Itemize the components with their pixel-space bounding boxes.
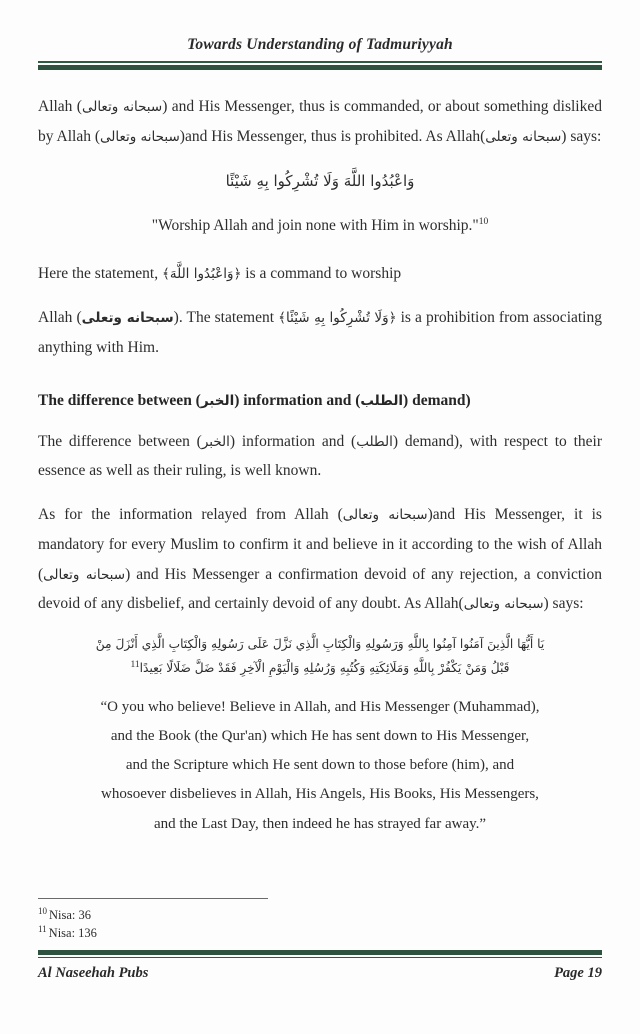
quran-verse-2-line-2-text: قَبْلُ وَمَنْ يَكْفُرْ بِاللَّهِ وَمَلَائِكَتِهِ وَكُتُبِهِ وَرُسُلِهِ وَالْيَوْمِ الْآخِرِ فَقَدْ ضَلَّ ضَلَالًا بَعِيدًا [139, 660, 510, 675]
running-head: Towards Understanding of Tadmuriyyah [187, 36, 453, 53]
paragraph-5-arabic-1: سبحانه وتعالى [342, 507, 428, 524]
paragraph-2 [38, 259, 602, 289]
section-heading [38, 387, 602, 415]
header-divider-thick-line [38, 65, 602, 70]
paragraph-4-text-2: ) information and ( [229, 432, 357, 450]
verse-translation-1 [60, 211, 580, 241]
paragraph-1 [38, 92, 602, 152]
verse-translation-2 [46, 693, 594, 839]
footnote-marker-10: 10 [478, 217, 489, 228]
section-heading-text-2: ) information and ( [234, 391, 361, 409]
paragraph-1-arabic-3: سبحانه وتعلى [485, 128, 562, 145]
quran-verse-2 [38, 633, 602, 681]
paragraph-1-arabic-1: سبحانه وتعالى [81, 99, 163, 115]
paragraph-5 [38, 500, 602, 619]
paragraph-4-arabic-2: الطلب [356, 433, 393, 450]
footnote-separator-rule [38, 898, 268, 899]
paragraph-4-arabic-1: الخبر [201, 433, 230, 450]
section-heading-text-1: The difference between ( [38, 391, 201, 409]
footnotes-section [38, 898, 602, 942]
paragraph-2-arabic-1: ﴿وَاعْبُدُوا اللَّهَ﴾ [161, 266, 242, 283]
page-number: Page 19 [554, 965, 602, 981]
paragraph-1-text-2: ) and His Messenger, thus is commanded, or about something disliked by Allah ( [38, 98, 602, 145]
footnote-item [38, 906, 602, 924]
paragraph-4 [38, 427, 602, 487]
section-heading-arabic-2: الطلب [360, 392, 404, 409]
header-divider [38, 61, 602, 70]
paragraph-3 [38, 303, 602, 363]
verse-translation-2-line-5: and the Last Day, then indeed he has strayed far away.” [153, 815, 487, 832]
paragraph-1-arabic-2: سبحانه وتعالى [100, 128, 180, 145]
paragraph-2-text-1: Here the statement, [38, 265, 162, 283]
footnote-number: 10 [38, 905, 47, 916]
verse-translation-2-line-1: “O you who believe! Believe in Allah, and His Messenger (Muhammad), [100, 698, 540, 715]
paragraph-3-text-2: ). The statement [173, 309, 279, 327]
publisher-name: Al Naseehah Pubs [38, 965, 149, 981]
footer-divider-thin-line [38, 957, 602, 959]
paragraph-5-text-2: )and His Messenger, it is mandatory for every Muslim to confirm it and believe in it according to the wish of Allah ( [38, 506, 602, 583]
paragraph-4-text-3: ) demand), with respect to their essence as well as their ruling, is well known. [38, 432, 602, 480]
page-body [38, 92, 602, 839]
paragraph-5-text-3: ) and His Messenger a confirmation devoid of any rejection, a conviction devoid of any disbelief, and certainly devoid of any doubt. As Allah( [38, 565, 602, 613]
footnote-text: Nisa: 136 [48, 925, 97, 940]
paragraph-5-arabic-2: سبحانه وتعالى [43, 566, 126, 583]
paragraph-1-text-1: Allah ( [38, 98, 82, 115]
footnote-number: 11 [38, 923, 47, 934]
quran-verse-2-line-2 [38, 657, 602, 681]
footnote-marker-11: 11 [130, 659, 140, 670]
paragraph-3-text-1: Allah ( [38, 309, 82, 327]
paragraph-3-arabic-1: سبحانه وتعلى [81, 310, 174, 327]
footer-divider [38, 950, 602, 959]
verse-translation-2-line-4: whosoever disbelieves in Allah, His Angels, His Books, His Messengers, [101, 786, 539, 803]
paragraph-3-arabic-2: ﴿وَلَا تُشْرِكُوا بِهِ شَيْئًا﴾ [278, 310, 397, 327]
paragraph-1-text-3: )and His Messenger, thus is prohibited. As Allah( [179, 127, 486, 145]
section-heading-arabic-1: الخبر [200, 392, 235, 409]
footnote-text: Nisa: 36 [49, 907, 92, 922]
paragraph-2-text-2: is a command to worship [241, 265, 402, 283]
page-footer [38, 950, 602, 983]
paragraph-5-arabic-3: سبحانه وتعالى [463, 596, 544, 613]
paragraph-4-text-1: The difference between ( [38, 432, 202, 450]
quran-verse-1: وَاعْبُدُوا اللَّهَ وَلَا تُشْرِكُوا بِهِ شَيْئًا [225, 171, 415, 190]
section-heading-text-3: ) demand) [403, 391, 471, 409]
paragraph-3-text-3: is a prohibition from associating anything with Him. [38, 309, 602, 356]
verse-translation-2-line-2: and the Book (the Qur'an) which He has sent down to His Messenger, [110, 727, 530, 744]
paragraph-5-text-1: As for the information relayed from Allah ( [38, 506, 343, 524]
paragraph-1-text-4: ) says: [561, 127, 602, 145]
verse-translation-1-text: "Worship Allah and join none with Him in worship." [151, 217, 479, 235]
quran-verse-2-line-1: يَا أَيُّهَا الَّذِينَ آمَنُوا آمِنُوا بِاللَّهِ وَرَسُولِهِ وَالْكِتَابِ الَّذِي نَزَّلَ عَلَى رَسُولِهِ وَالْكِتَابِ الَّذِي أَنْزَلَ مِنْ [95, 637, 545, 652]
footer-row [38, 965, 602, 982]
paragraph-5-text-4: ) says: [543, 595, 584, 613]
footnote-item [38, 924, 602, 942]
verse-translation-2-line-3: and the Scripture which He sent down to those before (him), and [125, 757, 515, 774]
